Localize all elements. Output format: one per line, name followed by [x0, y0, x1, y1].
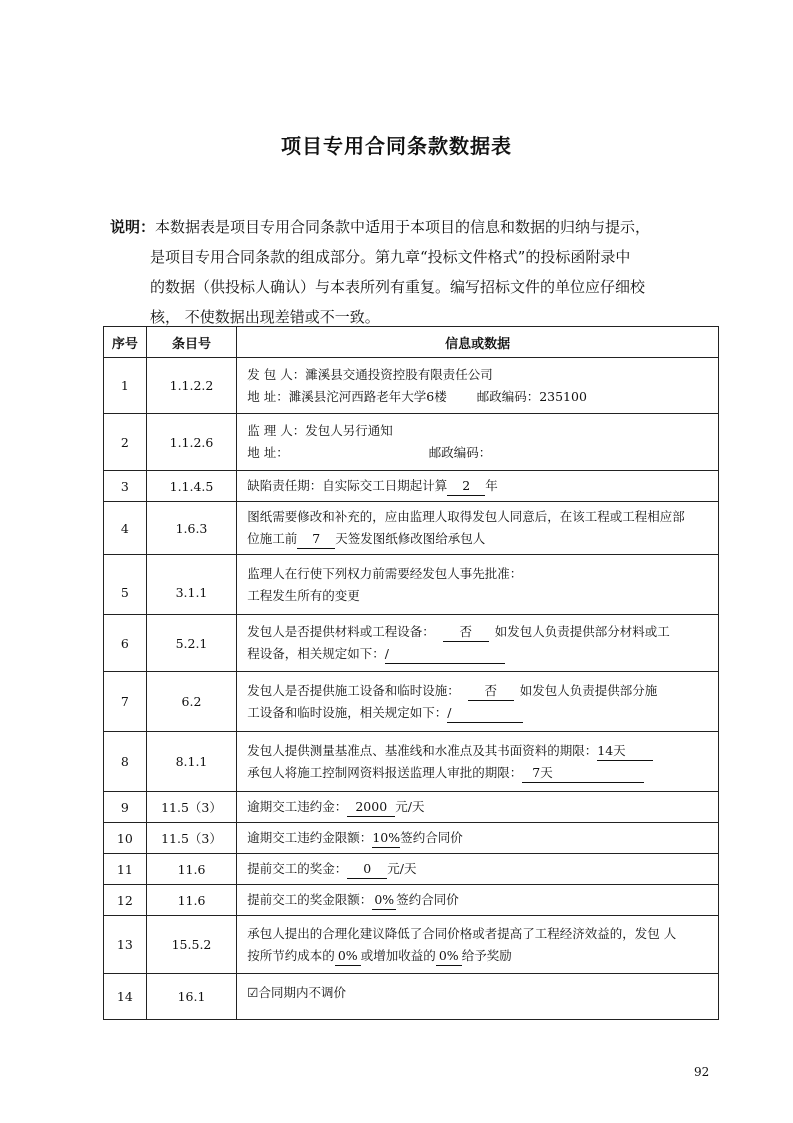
row-clause: 11.5（3）: [146, 792, 237, 823]
info-text: 元/天: [395, 799, 425, 814]
row-info: [237, 502, 719, 555]
employer-label: 发 包 人：: [247, 366, 306, 382]
contract-data-table: [103, 326, 719, 1020]
row-info: [237, 823, 719, 854]
info-text: 年: [485, 478, 498, 493]
row-info: [237, 555, 719, 615]
info-text: 签约合同价: [400, 830, 463, 845]
info-text: 按所节约成本的: [247, 947, 335, 963]
table-row: [104, 792, 719, 823]
table-row: [104, 916, 719, 974]
row-no: 4: [104, 502, 147, 555]
info-value: /: [385, 645, 505, 664]
table-row: [104, 414, 719, 471]
info-text: 发包人是否提供施工设备和临时设施：: [247, 682, 460, 698]
info-value: 14天: [597, 742, 653, 761]
table-header-row: [104, 327, 719, 358]
info-text: 承包人提出的合理化建议降低了合同价格或者提高了工程经济效益的，发包 人: [247, 925, 677, 941]
info-text: 监理人在行使下列权力前需要经发包人事先批准：: [247, 565, 523, 581]
info-value: 10%: [372, 829, 400, 848]
row-no: 1: [104, 358, 147, 414]
row-info: [237, 471, 719, 502]
info-text: 工设备和临时设施，相关规定如下：: [247, 704, 448, 720]
description-line-4: 核， 不使数据出现差错或不一致。: [150, 308, 380, 326]
header-clause: 条目号: [146, 327, 237, 358]
row-no: 3: [104, 471, 147, 502]
row-clause: 5.2.1: [146, 615, 237, 672]
row-no: 14: [104, 974, 147, 1020]
info-value: 2: [447, 477, 485, 496]
info-text: 提前交工的奖金限额：: [247, 892, 373, 907]
row-clause: 8.1.1: [146, 732, 237, 792]
table-row: [104, 672, 719, 732]
info-value: 0%: [372, 891, 396, 910]
info-value: 0: [347, 860, 387, 879]
table-row: [104, 471, 719, 502]
table-row: [104, 732, 719, 792]
info-text: 逾期交工违约金限额：: [247, 830, 373, 845]
row-no: 6: [104, 615, 147, 672]
info-text: 缺陷责任期：自实际交工日期起计算: [247, 478, 448, 493]
row-clause: 1.1.2.6: [146, 414, 237, 471]
info-text: 程设备，相关规定如下：: [247, 646, 385, 661]
row-no: 9: [104, 792, 147, 823]
info-value: 7: [297, 530, 335, 549]
info-text: 合同期内不调价: [258, 985, 346, 1000]
row-clause: 1.1.4.5: [146, 471, 237, 502]
supervisor-label: 监 理 人：: [247, 423, 306, 438]
table-row: [104, 885, 719, 916]
row-clause: 6.2: [146, 672, 237, 732]
info-text: 承包人将施工控制网资料报送监理人审批的期限：: [247, 764, 523, 780]
page-number: 92: [694, 1065, 710, 1079]
info-value: 7天: [522, 764, 644, 783]
info-text: 提前交工的奖金：: [247, 861, 348, 876]
checkbox-checked-icon: ☑: [247, 985, 259, 1000]
info-text: 图纸需要修改和补充的，应由监理人取得发包人同意后，在该工程或工程相应部: [247, 509, 685, 524]
info-value: 0%: [436, 947, 462, 966]
row-clause: 16.1: [146, 974, 237, 1020]
info-text: 如发包人负责提供部分材料或工: [494, 624, 670, 639]
row-clause: 11.6: [146, 854, 237, 885]
supervisor-value: 发包人另行通知: [305, 423, 393, 438]
row-info: [237, 916, 719, 974]
header-info: 信息或数据: [237, 327, 719, 358]
description-label: 说明：: [110, 218, 156, 236]
postal-code: 邮政编码：235100: [476, 388, 587, 404]
info-text: 元/天: [387, 861, 417, 876]
row-clause: 1.1.2.2: [146, 358, 237, 414]
page-title: 项目专用合同条款数据表: [281, 134, 512, 158]
info-text: 发包人提供测量基准点、基准线和水准点及其书面资料的期限：: [247, 742, 598, 758]
description-line-2: 是项目专用合同条款的组成部分。第九章“投标文件格式”的投标函附录中: [150, 248, 631, 266]
description-line-1: [110, 212, 700, 242]
row-info: [237, 885, 719, 916]
table-row: [104, 974, 719, 1020]
row-no: 7: [104, 672, 147, 732]
employer-value: 濉溪县交通投资控股有限责任公司: [305, 366, 493, 382]
row-no: 10: [104, 823, 147, 854]
info-value: 否: [443, 623, 489, 642]
address-label: 地 址：: [247, 388, 289, 404]
row-no: 12: [104, 885, 147, 916]
row-info: [237, 732, 719, 792]
info-value: 2000: [347, 798, 395, 817]
info-text: 或增加收益的: [360, 947, 436, 963]
address-label: 地 址：: [247, 445, 289, 460]
description-line-3: 的数据（供投标人确认）与本表所列有重复。编写招标文件的单位应仔细校: [150, 278, 646, 296]
info-text: 签约合同价: [396, 892, 459, 907]
table-row: [104, 555, 719, 615]
table-row: [104, 502, 719, 555]
row-clause: 1.6.3: [146, 502, 237, 555]
row-info: [237, 672, 719, 732]
row-no: 2: [104, 414, 147, 471]
row-info: [237, 358, 719, 414]
row-clause: 3.1.1: [146, 555, 237, 615]
row-no: 8: [104, 732, 147, 792]
row-info: [237, 854, 719, 885]
description-text-1: 本数据表是项目专用合同条款中适用于本项目的信息和数据的归纳与提示，: [155, 218, 651, 236]
info-text: 工程发生所有的变更: [247, 587, 360, 603]
info-text: 逾期交工违约金：: [247, 799, 348, 814]
table-row: [104, 823, 719, 854]
info-text: 发包人是否提供材料或工程设备：: [247, 624, 435, 639]
row-info: [237, 792, 719, 823]
row-info: [237, 414, 719, 471]
table-row: [104, 615, 719, 672]
info-value: 0%: [335, 947, 361, 966]
row-info: [237, 615, 719, 672]
info-text: 天签发图纸修改图给承包人: [335, 531, 486, 546]
address-value: 濉溪县沱河西路老年大学6楼: [288, 388, 447, 404]
row-no: 5: [104, 555, 147, 615]
row-no: 13: [104, 916, 147, 974]
table-row: [104, 854, 719, 885]
row-no: 11: [104, 854, 147, 885]
postal-code: 邮政编码：: [428, 445, 492, 460]
header-no: 序号: [104, 327, 147, 358]
info-value: /: [447, 704, 523, 723]
info-text: 给予奖励: [461, 947, 512, 963]
row-clause: 15.5.2: [146, 916, 237, 974]
info-text: 如发包人负责提供部分施: [519, 682, 658, 698]
row-info: [237, 974, 719, 1020]
table-row: [104, 358, 719, 414]
info-value: 否: [468, 682, 514, 701]
row-clause: 11.6: [146, 885, 237, 916]
row-clause: 11.5（3）: [146, 823, 237, 854]
info-text: 位施工前: [247, 531, 298, 546]
